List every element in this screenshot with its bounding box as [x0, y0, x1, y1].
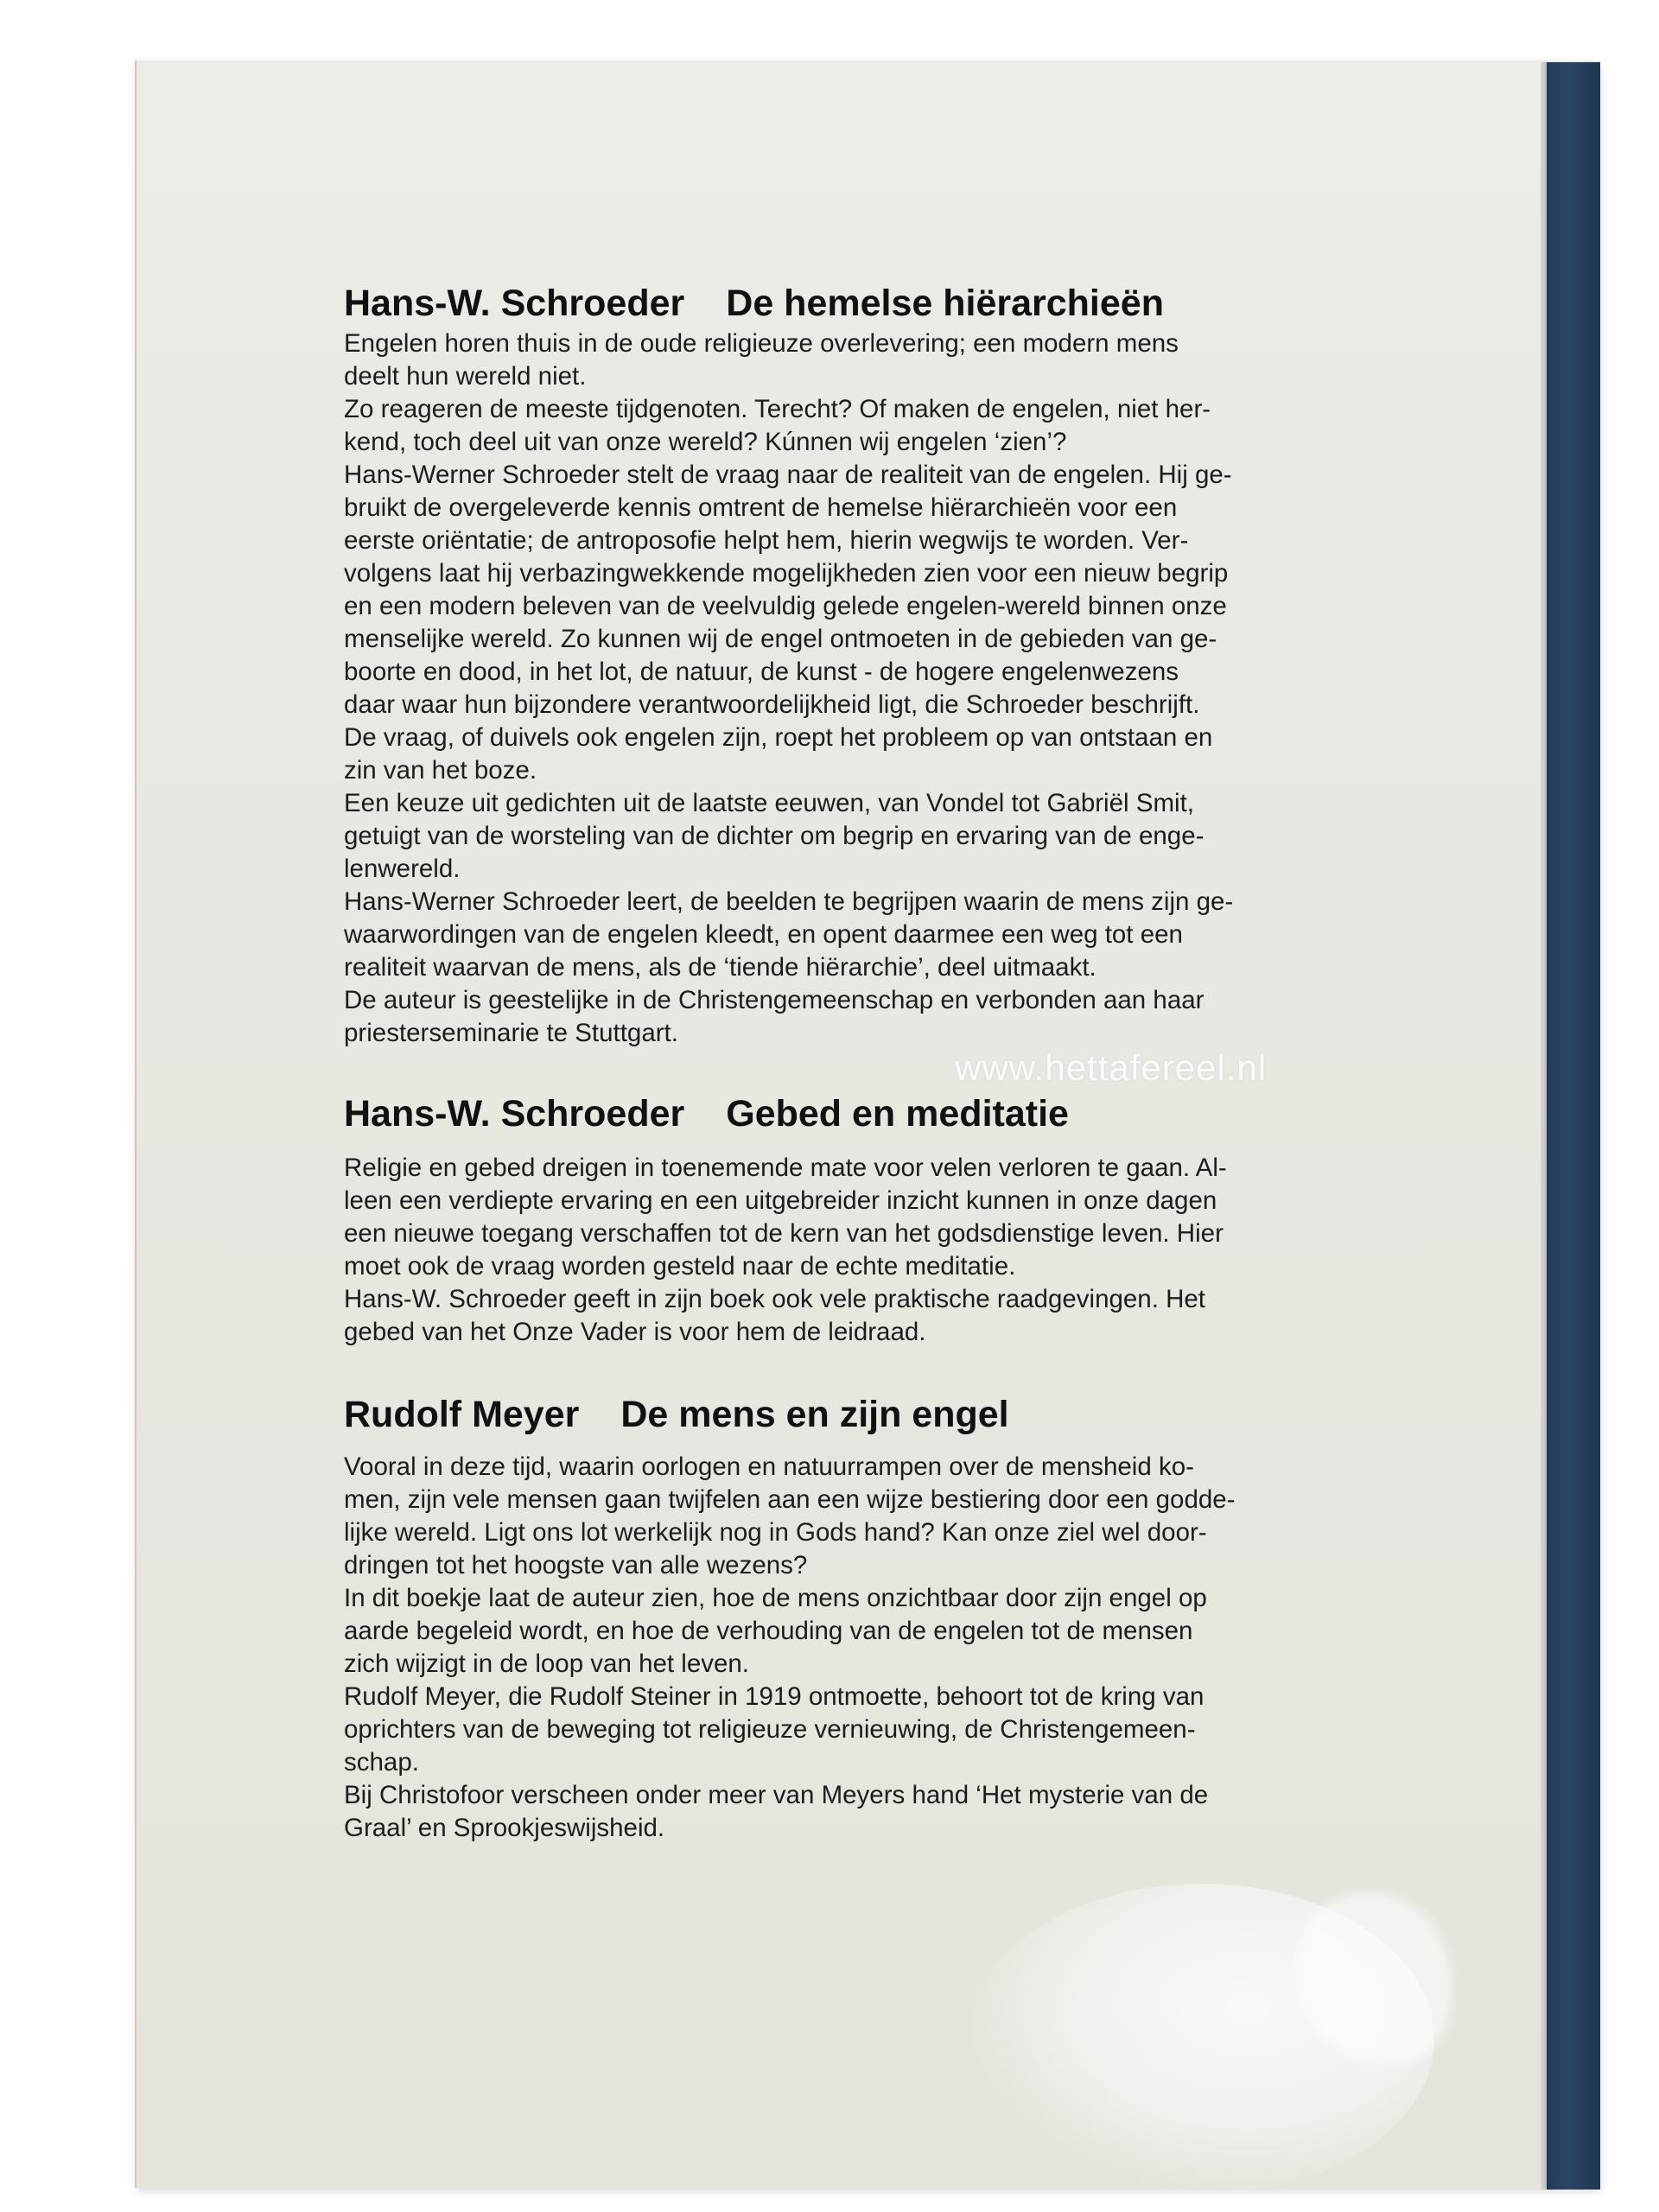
book-author: Hans-W. Schroeder — [344, 283, 685, 324]
text-line: leen een verdiepte ervaring en een uitgebreider inzicht kunnen in onze dagen — [344, 1186, 1217, 1215]
book-blurb-hemelse-hierarchieen — [344, 281, 1389, 1050]
text-line: Zo reageren de meeste tijdgenoten. Terecht? Of maken de engelen, niet her- — [344, 395, 1211, 423]
text-line: volgens laat hij verbazingwekkende mogelijkheden zien voor een nieuw begrip — [344, 559, 1229, 588]
book-author: Hans-W. Schroeder — [344, 1093, 685, 1135]
text-line: getuigt van de worsteling van de dichter om begrip en ervaring van de enge- — [344, 822, 1205, 850]
book-heading — [344, 281, 1389, 326]
text-line: oprichters van de beweging tot religieuze vernieuwing, de Christengemeen- — [344, 1715, 1196, 1744]
text-line: kend, toch deel uit van onze wereld? Kúnnen wij engelen ‘zien’? — [344, 428, 1067, 456]
website-watermark: www.hettafereel.nl — [955, 1047, 1268, 1088]
text-line: Vooral in deze tijd, waarin oorlogen en natuurrampen over de mensheid ko- — [344, 1452, 1194, 1481]
text-line: boorte en dood, in het lot, de natuur, de kunst - de hogere engelenwezens — [344, 658, 1179, 686]
text-line: Graal’ en Sprookjeswijsheid. — [344, 1814, 665, 1842]
text-line: men, zijn vele mensen gaan twijfelen aan een wijze bestiering door een godde- — [344, 1485, 1236, 1514]
book-blurb-gebed-en-meditatie — [344, 1091, 1389, 1349]
text-line: Hans-W. Schroeder geeft in zijn boek ook vele praktische raadgevingen. Het — [344, 1285, 1205, 1313]
book-title: Gebed en meditatie — [726, 1093, 1069, 1135]
text-line: lenwereld. — [344, 855, 461, 883]
text-line: moet ook de vraag worden gesteld naar de echte meditatie. — [344, 1252, 1016, 1281]
text-line: Hans-Werner Schroeder leert, de beelden te begrijpen waarin de mens zijn ge- — [344, 887, 1234, 916]
text-line: lijke wereld. Ligt ons lot werkelijk nog in Gods hand? Kan onze ziel wel door- — [344, 1518, 1207, 1547]
book-blurb-mens-en-zijn-engel — [344, 1392, 1389, 1845]
text-line: dringen tot het hoogste van alle wezens? — [344, 1551, 808, 1580]
text-line: In dit boekje laat de auteur zien, hoe de mens onzichtbaar door zijn engel op — [344, 1584, 1207, 1612]
text-line: en een modern beleven van de veelvuldig gelede engelen-wereld binnen onze — [344, 592, 1227, 620]
text-line: deelt hun wereld niet. — [344, 362, 587, 391]
text-line: zin van het boze. — [344, 756, 537, 785]
book-author: Rudolf Meyer — [344, 1394, 580, 1435]
text-line: realiteit waarvan de mens, als de ‘tiende hiërarchie’, deel uitmaakt. — [344, 953, 1096, 982]
book-description — [344, 327, 1389, 1050]
text-line: Hans-Werner Schroeder stelt de vraag naar de realiteit van de engelen. Hij ge- — [344, 461, 1232, 489]
text-line: Engelen horen thuis in de oude religieuze overlevering; een modern mens — [344, 329, 1179, 358]
book-heading — [344, 1392, 1389, 1437]
text-line: een nieuwe toegang verschaffen tot de kern van het godsdienstige leven. Hier — [344, 1219, 1224, 1248]
text-line: schap. — [344, 1748, 419, 1777]
text-line: Rudolf Meyer, die Rudolf Steiner in 1919 ontmoette, behoort tot de kring van — [344, 1682, 1205, 1711]
text-line: waarwordingen van de engelen kleedt, en opent daarmee een weg tot een — [344, 920, 1183, 949]
book-heading — [344, 1091, 1389, 1136]
text-line: Bij Christofoor verscheen onder meer van Meyers hand ‘Het mysterie van de — [344, 1781, 1209, 1809]
text-line: menselijke wereld. Zo kunnen wij de engel ontmoeten in de gebieden van ge- — [344, 625, 1217, 653]
text-line: De auteur is geestelijke in de Christengemeenschap en verbonden aan haar — [344, 986, 1205, 1014]
text-line: bruikt de overgeleverde kennis omtrent de hemelse hiërarchieën voor een — [344, 493, 1178, 522]
text-line: daar waar hun bijzondere verantwoordelijkheid ligt, die Schroeder beschrijft. — [344, 690, 1200, 719]
text-line: Een keuze uit gedichten uit de laatste eeuwen, van Vondel tot Gabriël Smit, — [344, 789, 1194, 817]
text-line: eerste oriëntatie; de antroposofie helpt hem, hierin wegwijs te worden. Ver- — [344, 526, 1189, 555]
text-line: zich wijzigt in de loop van het leven. — [344, 1649, 749, 1678]
book-spine — [1547, 62, 1600, 2190]
book-title: De hemelse hiërarchieën — [726, 283, 1164, 324]
text-line: gebed van het Onze Vader is voor hem de leidraad. — [344, 1318, 926, 1346]
text-line: priesterseminarie te Stuttgart. — [344, 1019, 678, 1047]
book-description — [344, 1152, 1389, 1349]
text-line: Religie en gebed dreigen in toenemende mate voor velen verloren te gaan. Al- — [344, 1154, 1227, 1182]
text-line: aarde begeleid wordt, en hoe de verhouding van de engelen tot de mensen — [344, 1617, 1193, 1645]
book-description — [344, 1451, 1389, 1845]
book-title: De mens en zijn engel — [620, 1394, 1009, 1435]
text-line: De vraag, of duivels ook engelen zijn, roept het probleem op van ontstaan en — [344, 723, 1213, 752]
